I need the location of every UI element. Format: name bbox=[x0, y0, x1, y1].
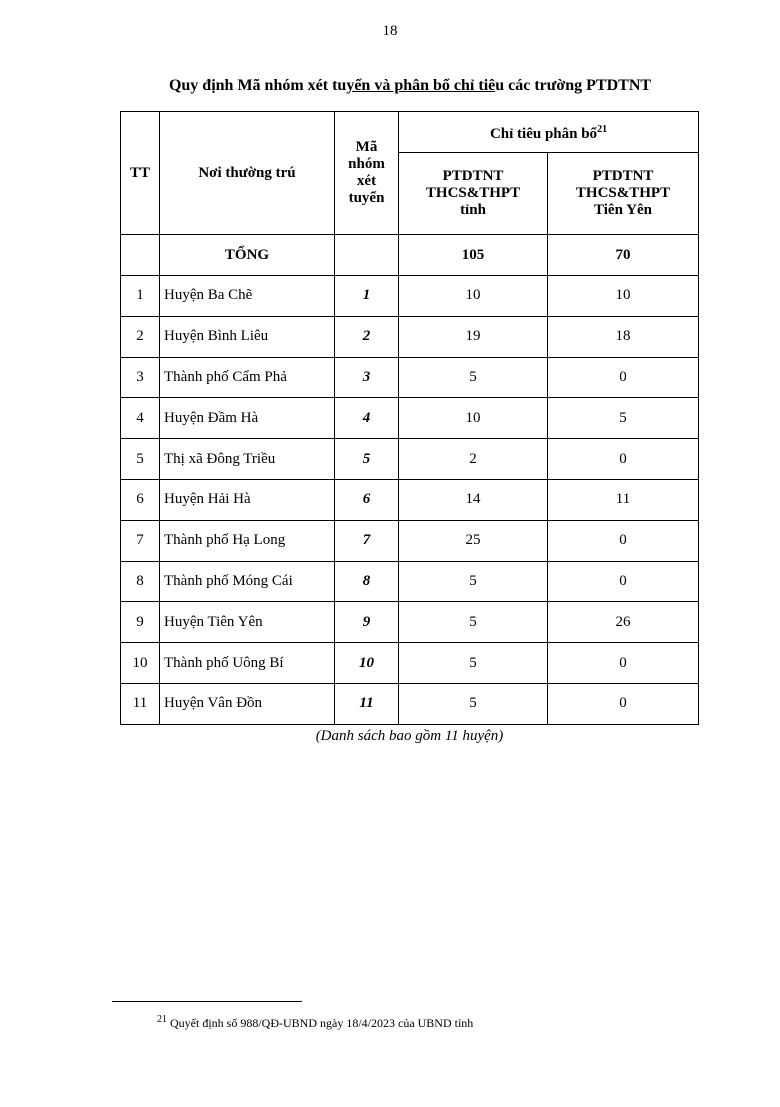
row-quota-tien-yen: 10 bbox=[548, 276, 699, 317]
table-row bbox=[121, 439, 699, 480]
row-quota-provincial: 2 bbox=[399, 439, 548, 480]
row-place: Huyện Hải Hà bbox=[160, 479, 335, 520]
table-row bbox=[121, 316, 699, 357]
row-quota-tien-yen: 0 bbox=[548, 561, 699, 602]
header-code-line-1: Mã bbox=[355, 139, 378, 155]
title-part-3: u các trường PTDTNT bbox=[495, 77, 652, 94]
table-row bbox=[121, 561, 699, 602]
row-quota-provincial: 5 bbox=[399, 683, 548, 724]
row-group-code: 6 bbox=[335, 479, 399, 520]
header-group-code bbox=[335, 112, 399, 235]
row-tt: 4 bbox=[121, 398, 160, 439]
row-group-code: 10 bbox=[335, 643, 399, 684]
header-quota bbox=[399, 112, 699, 153]
row-group-code: 9 bbox=[335, 602, 399, 643]
row-group-code: 7 bbox=[335, 520, 399, 561]
document-title bbox=[0, 77, 780, 95]
total-school-b: 70 bbox=[548, 235, 699, 276]
header-school-tien-yen bbox=[548, 153, 699, 235]
row-tt: 6 bbox=[121, 479, 160, 520]
header-school-provincial bbox=[399, 153, 548, 235]
row-quota-provincial: 10 bbox=[399, 276, 548, 317]
row-group-code: 1 bbox=[335, 276, 399, 317]
row-place: Huyện Đầm Hà bbox=[160, 398, 335, 439]
row-place: Huyện Tiên Yên bbox=[160, 602, 335, 643]
row-quota-provincial: 19 bbox=[399, 316, 548, 357]
row-group-code: 4 bbox=[335, 398, 399, 439]
table-row bbox=[121, 643, 699, 684]
row-tt: 5 bbox=[121, 439, 160, 480]
header-quota-label: Chỉ tiêu phân bổ bbox=[489, 126, 598, 142]
row-place: Thành phố Hạ Long bbox=[160, 520, 335, 561]
header-code-line-2: nhóm bbox=[348, 156, 385, 172]
footnote-text: Quyết định số 988/QĐ-UBND ngày 18/4/2023 của UBND tỉnh bbox=[167, 1016, 474, 1030]
table-row bbox=[121, 398, 699, 439]
row-quota-tien-yen: 18 bbox=[548, 316, 699, 357]
page-number: 18 bbox=[382, 23, 398, 39]
row-quota-tien-yen: 26 bbox=[548, 602, 699, 643]
row-quota-tien-yen: 0 bbox=[548, 439, 699, 480]
table-row bbox=[121, 602, 699, 643]
total-label: TỔNG bbox=[160, 235, 335, 276]
footnote-number: 21 bbox=[157, 1014, 167, 1025]
row-tt: 3 bbox=[121, 357, 160, 398]
row-quota-tien-yen: 0 bbox=[548, 357, 699, 398]
row-tt: 8 bbox=[121, 561, 160, 602]
row-tt: 7 bbox=[121, 520, 160, 561]
row-quota-tien-yen: 0 bbox=[548, 520, 699, 561]
row-place: Huyện Ba Chẽ bbox=[160, 276, 335, 317]
row-place: Huyện Bình Liêu bbox=[160, 316, 335, 357]
header-school-b-line-2: THCS&THPT bbox=[575, 185, 671, 201]
row-quota-provincial: 5 bbox=[399, 602, 548, 643]
row-quota-tien-yen: 11 bbox=[548, 479, 699, 520]
total-row bbox=[121, 235, 699, 276]
row-group-code: 8 bbox=[335, 561, 399, 602]
row-tt: 9 bbox=[121, 602, 160, 643]
row-place: Thành phố Cẩm Phả bbox=[160, 357, 335, 398]
total-school-a: 105 bbox=[399, 235, 548, 276]
title-underlined-part: yển và phân bổ chỉ tiê bbox=[346, 77, 496, 94]
row-place: Thị xã Đông Triều bbox=[160, 439, 335, 480]
table-row bbox=[121, 683, 699, 724]
table-note: (Danh sách bao gồm 11 huyện) bbox=[315, 728, 504, 744]
row-group-code: 3 bbox=[335, 357, 399, 398]
row-quota-provincial: 5 bbox=[399, 643, 548, 684]
total-code-cell bbox=[335, 235, 399, 276]
row-quota-provincial: 14 bbox=[399, 479, 548, 520]
title-part-1: Quy định Mã nhóm xét tu bbox=[168, 77, 347, 94]
table-row bbox=[121, 276, 699, 317]
row-group-code: 5 bbox=[335, 439, 399, 480]
header-place: Nơi thường trú bbox=[160, 112, 335, 235]
row-quota-tien-yen: 0 bbox=[548, 683, 699, 724]
row-tt: 2 bbox=[121, 316, 160, 357]
quota-table bbox=[120, 111, 699, 725]
row-place: Thành phố Móng Cái bbox=[160, 561, 335, 602]
row-quota-provincial: 5 bbox=[399, 561, 548, 602]
row-place: Huyện Vân Đồn bbox=[160, 683, 335, 724]
row-tt: 10 bbox=[121, 643, 160, 684]
footnote bbox=[157, 1014, 473, 1031]
total-tt-cell bbox=[121, 235, 160, 276]
table-row bbox=[121, 520, 699, 561]
header-tt: TT bbox=[121, 112, 160, 235]
row-place: Thành phố Uông Bí bbox=[160, 643, 335, 684]
header-code-line-4: tuyển bbox=[348, 190, 385, 206]
row-tt: 11 bbox=[121, 683, 160, 724]
table-row bbox=[121, 357, 699, 398]
header-school-b-line-1: PTDTNT bbox=[592, 168, 654, 184]
header-school-b-line-3: Tiên Yên bbox=[594, 202, 652, 218]
table-row bbox=[121, 479, 699, 520]
row-quota-tien-yen: 5 bbox=[548, 398, 699, 439]
row-tt: 1 bbox=[121, 276, 160, 317]
row-quota-provincial: 5 bbox=[399, 357, 548, 398]
header-code-line-3: xét bbox=[356, 173, 377, 189]
row-group-code: 11 bbox=[335, 683, 399, 724]
footnote-ref: 21 bbox=[597, 124, 608, 135]
row-quota-tien-yen: 0 bbox=[548, 643, 699, 684]
footnote-divider bbox=[112, 1001, 302, 1002]
row-quota-provincial: 10 bbox=[399, 398, 548, 439]
row-quota-provincial: 25 bbox=[399, 520, 548, 561]
header-school-a-line-3: tỉnh bbox=[460, 202, 486, 218]
header-school-a-line-1: PTDTNT bbox=[442, 168, 504, 184]
header-school-a-line-2: THCS&THPT bbox=[425, 185, 521, 201]
row-group-code: 2 bbox=[335, 316, 399, 357]
